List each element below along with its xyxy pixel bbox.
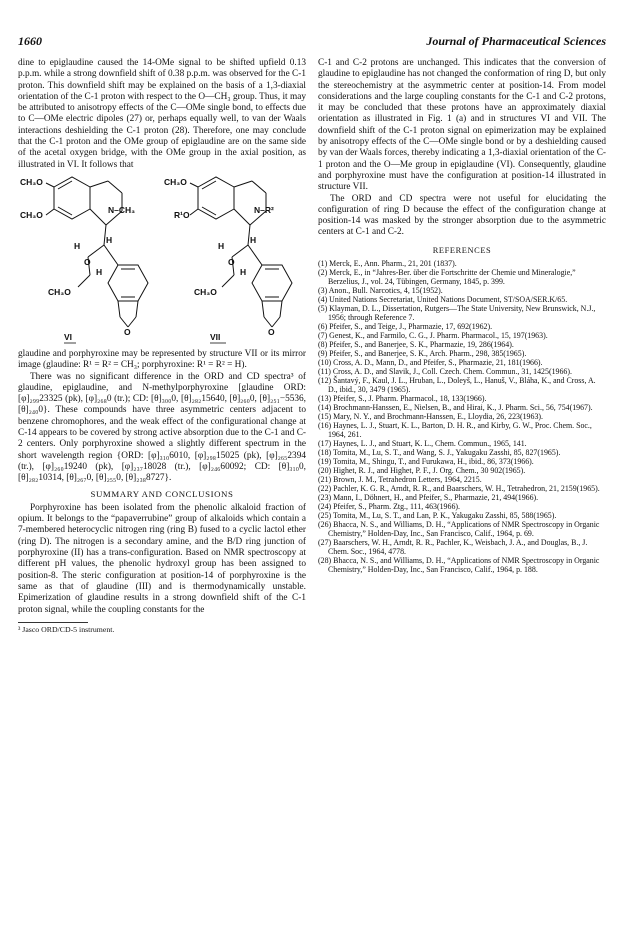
- chemical-structures-svg: [18, 175, 306, 345]
- left-column: [18, 58, 306, 634]
- summary-heading: SUMMARY AND CONCLUSIONS: [90, 488, 234, 499]
- reference-item: (24) Pfeifer, S., Pharm. Ztg., 111, 463(1966).: [318, 502, 460, 512]
- atom-label-ome-bottom: CH₃O: [48, 286, 71, 297]
- right-column: [318, 58, 606, 574]
- atom-label-ome-bottom-vii: CH₃O: [194, 286, 217, 297]
- reference-item: (26) Bhacca, N. S., and Williams, D. H., “Applications of NMR Spectroscopy in Organic Chemistry,” Holden-Day, Inc., San Francisco, Calif., 1964, p. 69.: [318, 520, 600, 539]
- structure-label-vi: VI: [64, 331, 73, 342]
- journal-title: Journal of Pharmaceutical Sciences: [426, 34, 606, 48]
- reference-item: (18) Tomita, M., Lu, S. T., and Wang, S. J., Yakugaku Zasshi, 85, 827(1965).: [318, 448, 561, 458]
- references-heading: REFERENCES: [432, 245, 492, 255]
- atom-label-nch3: N–CH₃: [108, 204, 136, 215]
- left-paragraph-4: Porphyroxine has been isolated from the phenolic alkaloid fraction of opium. It belongs to the “papaverrubine” group of alkaloids which contain a 7-membered heterocyclic nitrogen ring (ring B) fused to a cyclic lactol ether (ring D). The nitrogen is a secondary amine, and the B/D ring junction of porphyroxine (II) has a trans-configuration. Based on NMR spectroscopy at different pH values, the phenolic hydroxyl group has been assigned to position-8. The steric configuration at position-14 of porphyroxine is the same as that of glaudine (III) and is thermodynamically unstable. Epimerization of glaudine results in a strong downfield shift of the C-1 proton signal, while the coupling constants for the: [18, 502, 306, 615]
- atom-label-o-vii-2: O: [268, 326, 275, 337]
- reference-item: (20) Highet, R. J., and Highet, P. F., J. Org. Chem., 30 902(1965).: [318, 466, 526, 476]
- reference-item: (25) Tomita, M., Lu, S. T., and Lan, P. K., Yakugaku Zasshi, 85, 588(1965).: [318, 511, 557, 521]
- reference-item: (14) Brochmann-Hanssen, E., Nielsen, B., and Hirai, K., J. Pharm. Sci., 56, 754(1967).: [318, 403, 593, 413]
- reference-item: (1) Merck, E., Ann. Pharm., 21, 201 (1837).: [318, 259, 457, 269]
- reference-item: (12) Šantavý, F., Kaul, J. L., Hruban, L., Doleyš, L., Hanuš, V., Bláha, K., and Cross, A. D., ibid., 30, 3479 (1965).: [318, 376, 596, 395]
- references-list: [318, 259, 606, 574]
- atom-label-r1o: R¹O: [174, 209, 190, 220]
- atom-label-h-vii: H: [218, 240, 225, 251]
- reference-item: (21) Brown, J. M., Tetrahedron Letters, 1964, 2215.: [318, 475, 482, 485]
- reference-item: (15) Mary, N. Y., and Brochmann-Hanssen, E., Lloydia, 26, 223(1963).: [318, 412, 543, 422]
- left-paragraph-2: glaudine and porphyroxine may be represented by structure VII or its mirror image (glaudine: R¹ = R² = CH₃; porphyroxine: R¹ = R² = H).: [18, 348, 306, 371]
- page-number: 1660: [18, 34, 42, 48]
- reference-item: (28) Bhacca, N. S., and Williams, D. H., “Applications of NMR Spectroscopy in Organic Chemistry,” Holden-Day, Inc., San Francisco, Calif., 1964, p. 188.: [318, 556, 600, 575]
- structures-figure: [18, 175, 306, 345]
- reference-item: (9) Pfeifer, S., and Banerjee, S. K., Arch. Pharm., 298, 385(1965).: [318, 349, 527, 359]
- left-paragraph-1: dine to epiglaudine caused the 14-OMe signal to be shifted upfield 0.13 p.p.m. while a strong downfield shift of 0.38 p.p.m. was observed for the C-1 proton. This downfield shift may be explained on the basis of a 1,3-diaxial orientation of the C-1 proton with respect to the O—CH₃ group. Thus, it may be attributed to anisotropy effects of the C—OMe single bond, to effects due to C—OMe electric dipoles (27) or, perhaps equally well, to van der Waals interactions deshielding the C-1 proton (28). Therefore, one may conclude that the C-1 proton and the OMe group of epiglaudine are on the same side of the acetal oxygen bridge, with the OMe group in the axial position, as illustrated in VI. It follows that: [18, 58, 306, 170]
- atom-label-o: O: [84, 256, 91, 267]
- reference-item: (3) Anon., Bull. Narcotics, 4, 15(1952).: [318, 286, 443, 296]
- footnote-rule: [18, 622, 88, 623]
- atom-label-h-vii-3: H: [240, 266, 247, 277]
- atom-label-h: H: [74, 240, 81, 251]
- footnote: ³ Jasco ORD/CD-5 instrument.: [18, 624, 115, 634]
- atom-label-nr2: N–R²: [254, 204, 274, 215]
- reference-item: (13) Pfeifer, S., J. Pharm. Pharmacol., 18, 133(1966).: [318, 394, 487, 404]
- reference-item: (7) Genest, K., and Farmilo, C. G., J. Pharm. Pharmacol., 15, 197(1963).: [318, 331, 548, 341]
- atom-label-ome-vii: CH₃O: [164, 176, 187, 187]
- reference-item: (16) Haynes, L. J., Stuart, K. L., Barton, D. H. R., and Kirby, G. W., Proc. Chem. Soc., 1964, 261.: [318, 421, 592, 440]
- reference-item: (11) Cross, A. D., and Slavik, J., Coll. Czech. Chem. Commun., 31, 1425(1966).: [318, 367, 572, 377]
- reference-item: (4) United Nations Secretariat, United Nations Document, ST/SOA/SER.K/65.: [318, 295, 568, 305]
- reference-item: (6) Pfeifer, S., and Teige, J., Pharmazie, 17, 692(1962).: [318, 322, 493, 332]
- right-paragraph-2: The ORD and CD spectra were not useful for elucidating the configuration of ring D because the effect of the configuration change at position-14 was masked by the stronger absorption due to the asymmetric centers at C-1 and C-2.: [318, 193, 606, 238]
- atom-label-ome: CH₃O: [20, 176, 43, 187]
- reference-item: (27) Baarschers, W. H., Arndt, R. R., Pachler, K., Weisbach, J. A., and Douglas, B., J. Chem. Soc., 1964, 4778.: [318, 538, 588, 557]
- page-header: [18, 34, 606, 50]
- atom-label-h-3: H: [96, 266, 103, 277]
- reference-item: (19) Tomita, M., Shingu, T., and Furukawa, H., ibid., 86, 373(1966).: [318, 457, 534, 467]
- reference-item: (2) Merck, E., in “Jahres-Ber. über die Fortschritte der Chemie und Mineralogie,” Berzelius, J., vol. 24, Tübingen, Germany, 1845, p. 399.: [318, 268, 576, 287]
- atom-label-h-vii-2: H: [250, 234, 257, 245]
- left-paragraph-3: There was no significant difference in the ORD and CD spectra³ of glaudine, epiglaudine, and N-methylporphyroxine [glaudine ORD: [φ]₂₉₉23325 (pk), [φ]₂₆₈0 (tr.); CD: [θ]₃₀₀0, [θ]₂₈₂15640, [θ]₂₆₀0, [θ]₂₅₁−5536, [θ]₂₄₀0}. These compounds have three asymmetric centers adjacent to benzene chromophores, and the weak effect of the configurational change at C-14 appears to be covered by strong active absorption due to the C-1 and C-2 centers. Only porphyroxine showed a slightly different spectrum in the short wavelength region {ORD: [φ]₃₁₀6010, [φ]₂₉₈15025 (pk), [φ]₂₆₅2394 (tr.), [φ]₂₆₀19240 (pk), [φ]₂₃₇18028 (tr.), [φ]₂₄₆60092; CD: [θ]₃₁₀0, [θ]₂₈₂10314, [θ]₂₆₇0, [θ]₂₅₅0, [θ]₂₃₈8727}.: [18, 371, 306, 484]
- atom-label-ome-2: CH₃O: [20, 209, 43, 220]
- reference-item: (8) Pfeifer, S., and Banerjee, S. K., Pharmazie, 19, 286(1964).: [318, 340, 514, 350]
- reference-item: (10) Cross, A. D., Mann, D., and Pfeifer, S., Pharmazie, 21, 181(1966).: [318, 358, 543, 368]
- atom-label-h-2: H: [106, 234, 113, 245]
- reference-item: (23) Mann, I., Döhnert, H., and Pfeifer, S., Pharmazie, 21, 494(1966).: [318, 493, 539, 503]
- structure-label-vii: VII: [210, 331, 221, 342]
- right-paragraph-1: C-1 and C-2 protons are unchanged. This indicates that the conversion of glaudine to epiglaudine has not changed the conformation of ring D, but only the stereochemistry at the asymmetric center at position-14. From model considerations and the large coupling constants for the C-1 and C-2 protons, it may be concluded that these protons have an approximately diaxial orientation as illustrated in Fig. 1 (a) and in structures VI and VII. The downfield shift of the C-1 proton signal on epimerization may be explained by anisotropy effects of the C—OMe single bond or by a deshielding caused by van der Waals forces, thereby indicating a 1,3-diaxial orientation of the C-1 proton and the O—Me group in epiglaudine (VI). Consequently, glaudine and porphyroxine must have the configuration at position-14 illustrated in structure VII.: [318, 58, 606, 193]
- atom-label-o-2: O: [124, 326, 131, 337]
- reference-item: (22) Pachler, K. G. R., Arndt, R. R., and Baarschers, W. H., Tetrahedron, 21, 2159(1965).: [318, 484, 600, 494]
- reference-item: (17) Haynes, L. J., and Stuart, K. L., Chem. Commun., 1965, 141.: [318, 439, 527, 449]
- reference-item: (5) Klayman, D. L., Dissertation, Rutgers—The State University, New Brunswick, N.J., 1956; through Reference 7.: [318, 304, 596, 323]
- atom-label-o-vii: O: [228, 256, 235, 267]
